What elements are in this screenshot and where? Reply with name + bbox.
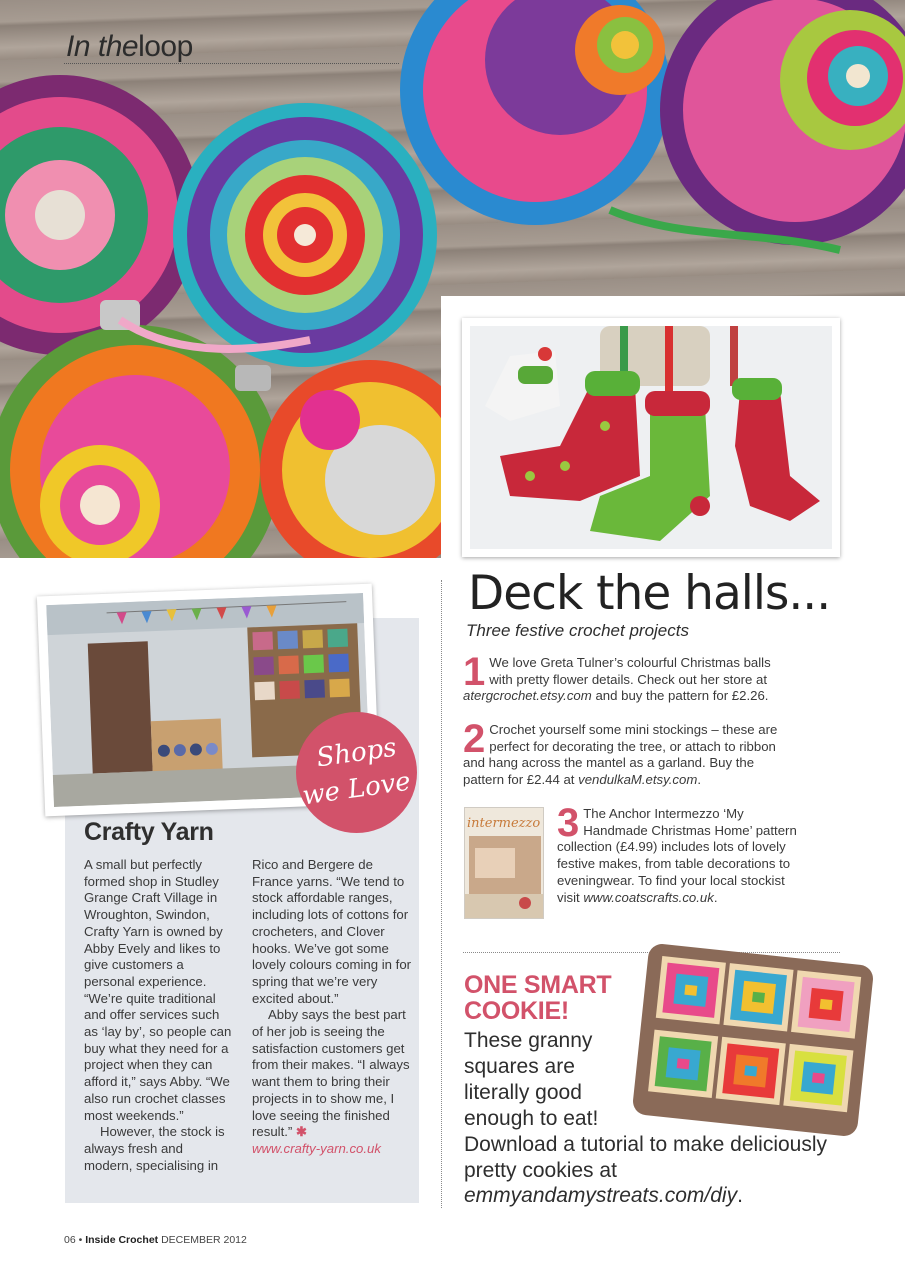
item-tail: . (697, 772, 702, 788)
article-title: Deck the halls... (468, 566, 831, 621)
item-text: We love Greta Tulner’s colourful Christmas balls with pretty flower details. Check out her store at (489, 655, 771, 687)
cookie-tail: . (737, 1184, 743, 1208)
item-link[interactable]: www.coatscrafts.co.uk (583, 889, 714, 905)
badge-line1: Shops (314, 732, 399, 774)
shop-paragraph: However, the stock is always fresh and modern, specialising in (84, 1124, 225, 1173)
project-item-2 (463, 717, 793, 789)
shops-we-love-badge (296, 712, 417, 833)
magazine-title: intermezzo (467, 816, 541, 831)
item-tail: and buy the pattern for £2.26. (595, 688, 769, 704)
cookie-body (464, 1028, 864, 1209)
shop-column-2 (252, 857, 412, 1158)
article-subtitle: Three festive crochet projects (466, 621, 689, 640)
stockings-photo (462, 318, 840, 557)
cookie-text-wide: Download a tutorial to make deliciously pretty cookies at emmyandamystreats.com/diy. (464, 1132, 828, 1208)
shop-title: Crafty Yarn (84, 818, 214, 846)
magazine-cover (464, 807, 544, 919)
end-mark-icon: ✱ (295, 1124, 308, 1140)
page-number: 06 (64, 1234, 76, 1246)
cookie-title-line1: ONE SMART (464, 971, 612, 999)
item-number: 3 (557, 801, 580, 845)
magazine-name: Inside Crochet (85, 1234, 159, 1246)
page-footer (64, 1234, 247, 1246)
cookie-link[interactable]: emmyandamystreats.com/diy (464, 1184, 738, 1208)
shop-paragraph: A small but perfectly formed shop in Studley Grange Craft Village in Wroughton, Swindon, Crafty Yarn is owned by Abby Evely and likes to give customers a personal experience. “We’re quite traditional and offer services such as ‘lay by’, so people can buy what they need for a project when they can afford it,” says Abby. “We also run crochet classes most weekends.” (84, 857, 232, 1123)
cookie-text-narrow: These granny squares are literally good enough to eat! (464, 1029, 599, 1130)
item-number: 2 (463, 717, 486, 761)
shop-paragraph-last (252, 1007, 412, 1157)
cookie-title-line2: COOKIE! (464, 997, 569, 1025)
shop-url-link[interactable]: www.crafty-yarn.co.uk (252, 1140, 381, 1156)
item-link[interactable]: atergcrochet.etsy.com (463, 688, 592, 704)
shop-paragraph: Rico and Bergere de France yarns. “We tend to stock affordable ranges, including lots of cottons for crocheters, and Clover hooks. We’ve got some lovely colours coming in for spring that we’re very excited about.” (252, 857, 412, 1006)
section-kicker (66, 30, 193, 64)
item-link[interactable]: vendulkaM.etsy.com (578, 772, 698, 788)
kicker-rest: loop (138, 30, 193, 63)
item-text: Crochet yourself some mini stockings – these are perfect for decorating the tree, or attach to ribbon and hang across the mantel as a garland. Buy the pattern for £2.44 at (463, 722, 778, 788)
item-text: The Anchor Intermezzo ‘My Handmade Christmas Home’ pattern collection (£4.99) includes lots of lovely festive makes, from table decorations to eveningwear. To find your local stockist visit (557, 806, 797, 905)
issue-date: DECEMBER 2012 (161, 1234, 247, 1246)
column-separator (441, 580, 442, 1208)
cookie-title (464, 972, 611, 1024)
shop-column-1 (84, 857, 234, 1174)
project-item-3 (557, 801, 797, 906)
footer-bullet: • (78, 1234, 83, 1246)
shop-paragraph-text: Abby says the best part of her job is seeing the satisfaction customers get from their makes. “I always want them to bring their projects in to show me, I love seeing the finished result.” (252, 1007, 410, 1140)
badge-line2: we Love (300, 766, 413, 812)
project-item-1 (463, 650, 793, 705)
kicker-italic: In the (66, 30, 139, 63)
kicker-rule (64, 63, 399, 64)
item-number: 1 (463, 650, 486, 694)
item-tail: . (713, 889, 718, 905)
